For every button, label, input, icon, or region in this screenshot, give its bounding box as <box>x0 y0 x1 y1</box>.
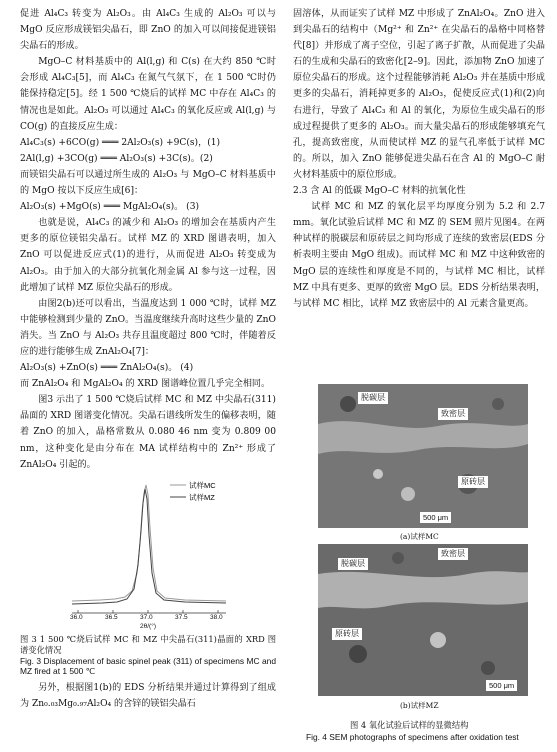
x-tick-labels <box>64 613 234 623</box>
label-decarb-layer: 脱碳层 <box>358 392 388 404</box>
sem-texture-mc <box>318 384 528 528</box>
section-heading: 2.3 含 Al 的低碳 MgO–C 材料的抗氧化性 <box>293 186 466 197</box>
figure-4-caption-cn: 图 4 氧化试验后试样的显微结构 <box>350 720 469 730</box>
label-original-layer: 原砖层 <box>332 628 362 640</box>
paragraph: 另外，根据图1(b)的 EDS 分析结果并通过计算得到了组成为 Zn₀.₀₃Mg₀.₉₇Al₂O₄ 的含锌的镁铝尖晶石 <box>20 682 276 709</box>
figure-4 <box>300 384 548 752</box>
paragraph: 图3 示出了 1 500 ℃烧后试样 MC 和 MZ 中尖晶石(311)晶面的 XRD 图谱变化情况。尖晶石谱线所发生的偏移表明，随着 ZnO 的加入，晶格常数从 0.080 46 nm 变为 0.809 00 nm，这种变化是由分布在 MA 试样结构中的 Zn²⁺ 形成了 ZnAl₂O₄ 引起的。 <box>20 395 276 470</box>
legend-mz-label: 试样MZ <box>189 492 215 502</box>
left-column <box>20 6 276 712</box>
x-tick-label: 36.5 <box>105 613 118 621</box>
legend-mc-label: 试样MC <box>189 480 216 490</box>
paragraph: 也就是说，Al₄C₃ 的减少和 Al₂O₃ 的增加会在基质内产生更多的原位镁铝尖晶石。试样 MZ 的 XRD 图谱表明，加入 ZnO 可以促进反应式(1)的进行，从而促进 Al₂O₃ 转变成为 Al₂O₃。由于加入的大部分抗氧化剂金属 Al 参与这一过程，因此增加了试样 MZ 原位尖晶石的形成。 <box>20 218 276 293</box>
equation-3: Al₂O₃(s) +MgO(s) ═══ MgAl₂O₄(s)。 (3) <box>20 202 200 213</box>
figure-4-caption-en: Fig. 4 SEM photographs of specimens after oxidation test <box>306 732 519 742</box>
subcaption-mz: (b)试样MZ <box>400 701 439 710</box>
figure-3 <box>20 473 276 621</box>
right-column <box>293 6 545 312</box>
paragraph: 固溶体，从而证实了试样 MZ 中形成了 ZnAl₂O₄。ZnO 进入到尖晶石的结构中（Mg²⁺ 和 Zn²⁺ 在尖晶石的晶格中同格替代[8]）并形成了离子空位，引起了离子扩散，从而促进了尖晶石的生成和尖晶石的致密化[2–9]。因此，添加物 ZnO 加速了原位尖晶石的形成。这个过程能够消耗 Al₂O₃ 并在基质中形成更多的尖晶石，消耗掉更多的 Al₂O₃，促使反应式(1)和(2)向右进行，导致了 Al₄C₃ 和 Al 的氧化，为原位生成尖晶石的形成过程提供了更多的 Al₂O₃。而大量尖晶石的形成能够填充气孔，提高致密度，从而使试样 MZ 的显气孔率低于试样 MC 的。所以，加入 ZnO 能够促进尖晶石在含 Al 的 MgO–C 耐火材料基质中的原位形成。 <box>293 9 545 180</box>
x-tick-label: 38.0 <box>210 613 223 621</box>
x-tick-label: 37.5 <box>175 613 188 621</box>
figure-3-caption-cn: 图 3 1 500 ℃烧后试样 MC 和 MZ 中尖晶石(311)晶面的 XRD 图谱变化情况 <box>20 633 276 655</box>
label-decarb-layer: 脱碳层 <box>338 558 368 570</box>
subcaption-mc: (a)试样MC <box>400 532 439 541</box>
scale-bar: 500 μm <box>420 512 451 523</box>
label-original-layer: 原砖层 <box>458 476 488 488</box>
equation-4: Al₂O₃(s) +ZnO(s) ═══ ZnAl₂O₄(s)。 (4) <box>20 363 194 374</box>
sem-image-mz <box>318 544 528 696</box>
paragraph: 而 ZnAl₂O₄ 和 MgAl₂O₄ 的 XRD 图谱峰位置几乎完全相同。 <box>20 379 271 390</box>
equation-2: 2Al(l,g) +3CO(g) ═══ Al₂O₃(s) +3C(s)。(2) <box>20 153 213 164</box>
series-mc-line <box>72 485 226 601</box>
xrd-plot <box>20 473 276 621</box>
label-dense-layer: 致密层 <box>438 408 468 420</box>
sem-image-mc <box>318 384 528 528</box>
figure-3-caption-en: Fig. 3 Displacement of basic spinel peak (311) of specimens MC and MZ fired at 1 500 ℃ <box>20 655 276 677</box>
equation-1: Al₄C₃(s) +6CO(g) ═══ 2Al₂O₃(s) +9C(s)，(1) <box>20 137 221 148</box>
label-dense-layer: 致密层 <box>438 548 468 560</box>
x-axis-label: 2θ/(°) <box>140 622 156 630</box>
paragraph: 由图2(b)还可以看出，当温度达到 1 000 ℃时，试样 MZ 中能够检测到少量的 ZnO。当温度继续升高时这些少量的 ZnO 消失。当 ZnO 与 Al₂O₃ 共存且温度超过 800 ℃时，伴随着反应的进行能够生成 ZnAl₂O₄[7]： <box>20 298 276 357</box>
paragraph: 而镁铝尖晶石可以通过所生成的 Al₂O₃ 与 MgO–C 材料基质中的 MgO 按以下反应生成[6]： <box>20 169 276 197</box>
scale-bar: 500 μm <box>486 680 517 691</box>
paragraph: 试样 MC 和 MZ 的氧化层平均厚度分别为 5.2 和 2.7 mm。氧化试验后试样 MC 和 MZ 的 SEM 照片见图4。在两种试样的脱碳层和原砖层之间均形成了连续的致密层(EDS 分析表明主要由 MgO 组成)。而试样 MC 和 MZ 中这种致密的 MgO 层的连续性和厚度是不同的，与试样 MC 相比，试样 MZ 中具有更多、更厚的致密 MgO 层。EDS 分析结果表明，与试样 MC 相比，试样 MZ 致密层中的 Al 元素含量更高。 <box>293 202 545 309</box>
x-tick-label: 37.0 <box>140 613 153 621</box>
paragraph: 促进 Al₄C₃ 转变为 Al₂O₃。由 Al₄C₃ 生成的 Al₂O₃ 可以与 MgO 反应形成镁铝尖晶石，即 ZnO 的加入可以间接促进镁铝尖晶石的形成。 <box>20 9 276 52</box>
paragraph: MgO–C 材料基质中的 Al(l,g) 和 C(s) 在大约 850 ℃时会形成 Al₄C₃[5]，而 Al₄C₃ 在氮气气氛下，在 1 500 ℃时仍能保持稳定[5]。经 1 500 ℃烧后的试样 MC 中存在 Al₄C₃ 的情况也是如此。Al₂O₃ 可以通过 Al₄C₃ 的氧化反应或 Al(l,g) 与 CO(g) 的直接反应生成： <box>20 57 276 132</box>
x-tick-label: 36.0 <box>70 613 83 621</box>
